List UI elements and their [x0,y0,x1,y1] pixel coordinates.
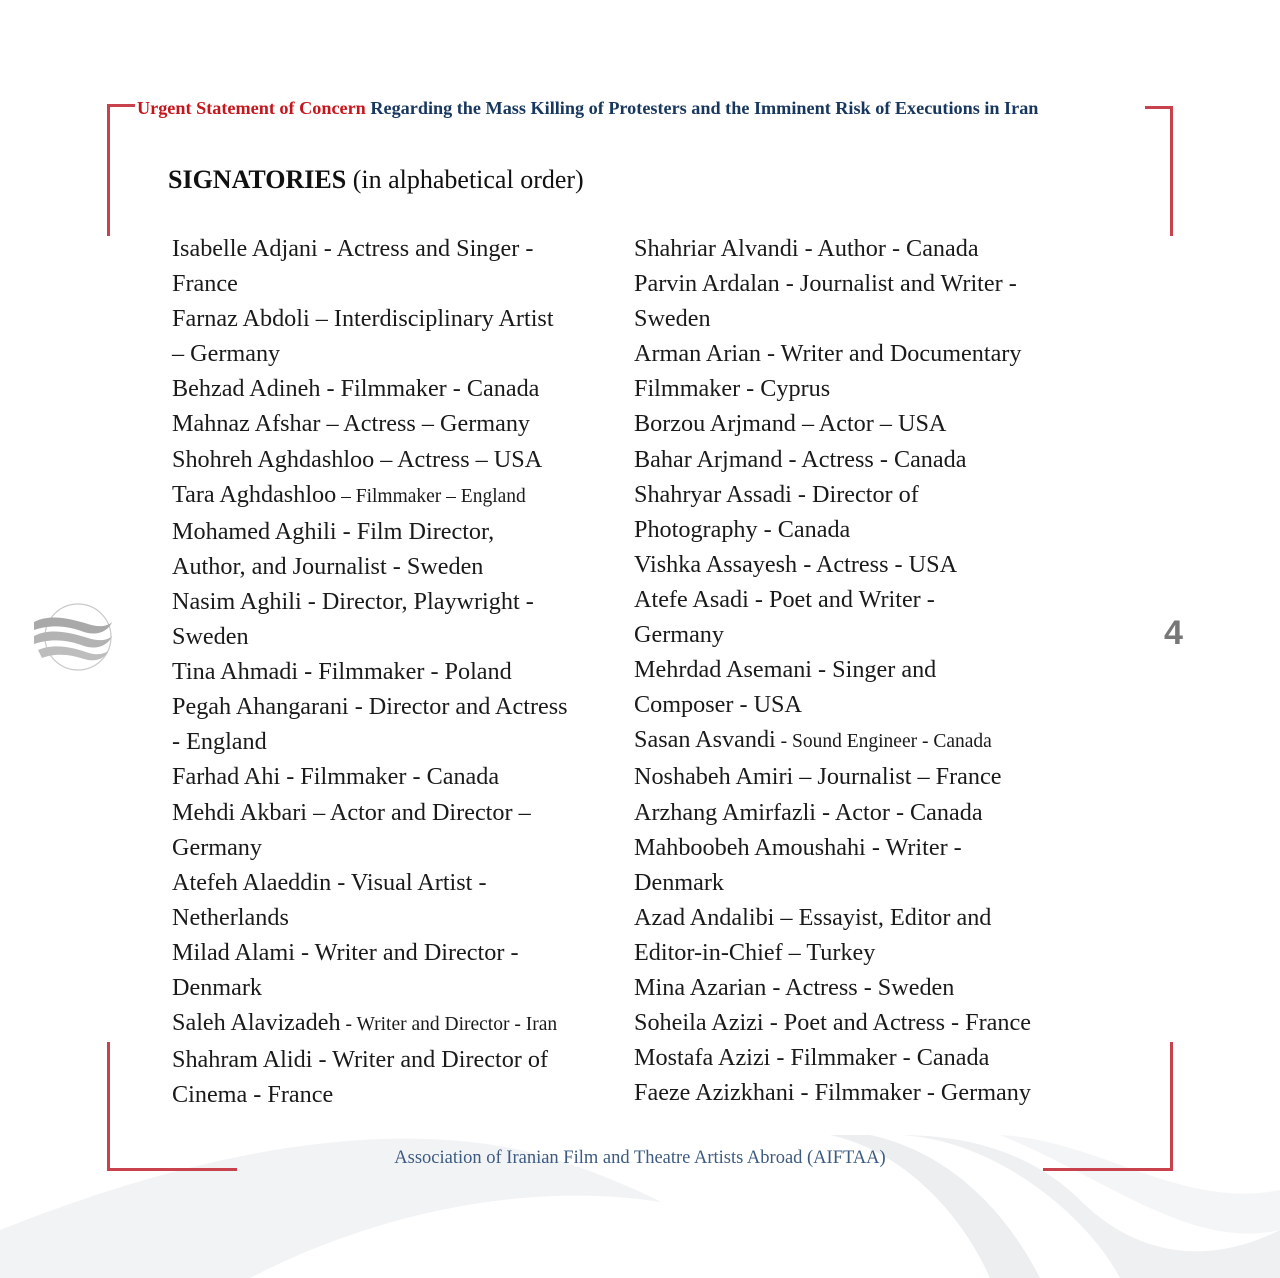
signatory-entry [634,406,1094,441]
signatory-line: Soheila Azizi - Poet and Actress - France [634,1009,1031,1037]
signatory-line: - England [172,728,267,756]
signatory-line: Arman Arian - Writer and Documentary [634,340,1022,368]
signatory-entry [634,1075,1094,1110]
signatory-line: Shahryar Assadi - Director of [634,480,919,508]
statement-title-red: Urgent Statement of Concern [137,98,366,118]
signatory-entry [634,477,1094,547]
signatory-entry [634,582,1094,652]
signatory-line: Noshabeh Amiri – Journalist – France [634,763,1002,791]
signatory-entry [172,935,622,1005]
signatory-line: Vishka Assayesh - Actress - USA [634,550,958,578]
signatory-entry [172,442,622,477]
signatory-line: Mehrdad Asemani - Singer and [634,656,937,684]
signatory-name: Sasan Asvandi [634,726,776,754]
signatory-entry [172,654,622,689]
signatory-line: Atefeh Alaeddin - Visual Artist - [172,868,487,896]
signatory-line: Composer - USA [634,691,802,719]
signatory-entry [172,514,622,584]
signatories-left-column [172,231,622,1112]
signatory-entry [634,1005,1094,1040]
signatory-entry [634,652,1094,722]
signatory-line: Shahriar Alvandi - Author - Canada [634,235,979,262]
signatory-line: Cinema - France [172,1081,334,1109]
signatory-entry [172,1005,622,1042]
signatories-heading-note: (in alphabetical order) [352,165,584,194]
signatory-line: Bahar Arjmand - Actress - Canada [634,445,967,473]
signatory-entry [172,477,622,514]
signatory-line: Mahboobeh Amoushahi - Writer - [634,833,962,861]
signatory-line: Milad Alami - Writer and Director - [172,938,519,966]
signatory-line: Shohreh Aghdashloo – Actress – USA [172,445,543,473]
signatory-entry [634,795,1094,830]
signatory-line: Nasim Aghili - Director, Playwright - [172,587,534,615]
signatory-line: Mostafa Azizi - Filmmaker - Canada [634,1044,990,1072]
signatory-line [172,1005,622,1042]
signatory-entry [634,266,1094,336]
signatories-heading [168,165,584,195]
statement-title-blue: Regarding the Mass Killing of Protesters and the Imminent Risk of Executions in Iran [370,98,1039,118]
signatory-line: Arzhang Amirfazli - Actor - Canada [634,798,983,826]
signatory-line: Atefe Asadi - Poet and Writer - [634,585,935,613]
footer-organization: Association of Iranian Film and Theatre Artists Abroad (AIFTAA) [394,1148,886,1168]
signatory-line: France [172,270,238,298]
signatories-right-column [634,231,1094,1110]
signatory-entry [634,1040,1094,1075]
frame-top-left-vertical [107,104,110,236]
signatory-entry [634,336,1094,406]
signatory-role: – Filmmaker – England [336,485,526,507]
signatory-entry [172,371,622,406]
signatory-line: Mina Azarian - Actress - Sweden [634,973,955,1001]
signatory-line: Filmmaker - Cyprus [634,375,831,403]
signatory-entry [634,722,1094,759]
signatory-entry [172,301,622,371]
signatory-line [634,722,1094,759]
signatory-line: – Germany [172,340,281,368]
signatory-line: Germany [172,833,262,861]
signatory-name: Saleh Alavizadeh [172,1009,341,1037]
signatory-line: Isabelle Adjani - Actress and Singer - [172,235,534,262]
frame-top-right-vertical [1170,106,1173,236]
signatory-line: Farnaz Abdoli – Interdisciplinary Artist [172,305,554,333]
signatory-entry [172,1042,622,1112]
signatory-line: Shahram Alidi - Writer and Director of [172,1046,549,1074]
signatory-line: Sweden [634,305,711,333]
signatories-heading-bold: SIGNATORIES [168,165,347,194]
signatory-line: Sweden [172,623,249,651]
signatory-entry [172,231,622,301]
signatory-entry [634,900,1094,970]
signatory-entry [634,970,1094,1005]
signatory-line: Photography - Canada [634,515,851,543]
signatory-line: Netherlands [172,903,289,931]
signatory-entry [634,759,1094,794]
signatory-line: Denmark [172,973,262,1001]
signatory-line: Germany [634,621,724,649]
signatory-entry [172,584,622,654]
signatory-entry [634,231,1094,266]
frame-top-left-horizontal [107,104,135,107]
signatory-line: Borzou Arjmand – Actor – USA [634,410,947,438]
signatory-entry [634,830,1094,900]
signatory-line: Mohamed Aghili - Film Director, [172,517,495,545]
signatory-line: Mehdi Akbari – Actor and Director – [172,798,531,826]
frame-top-right-horizontal [1145,106,1173,109]
signatory-entry [172,865,622,935]
signatory-line [172,477,622,514]
aiftaa-logo-icon [28,596,120,678]
signatory-name: Tara Aghdashloo [172,480,337,508]
signatory-entry [172,795,622,865]
signatory-line: Denmark [634,868,724,896]
signatory-entry [172,759,622,794]
signatory-role: - Sound Engineer - Canada [775,731,992,753]
signatory-line: Pegah Ahangarani - Director and Actress [172,693,568,721]
signatory-entry [172,689,622,759]
signatory-line: Editor-in-Chief – Turkey [634,938,876,966]
statement-title [135,96,1040,120]
signatory-line: Tina Ahmadi - Filmmaker - Poland [172,658,512,686]
signatory-line: Mahnaz Afshar – Actress – Germany [172,410,531,438]
signatory-entry [172,406,622,441]
signatory-entry [634,547,1094,582]
signatory-line: Faeze Azizkhani - Filmmaker - Germany [634,1079,1031,1107]
signatory-entry [634,442,1094,477]
signatory-role: - Writer and Director - Iran [340,1014,558,1036]
signatory-line: Azad Andalibi – Essayist, Editor and [634,903,992,931]
signatory-line: Author, and Journalist - Sweden [172,552,484,580]
page-number: 4 [1164,614,1183,652]
signatory-line: Parvin Ardalan - Journalist and Writer - [634,270,1017,298]
signatory-line: Behzad Adineh - Filmmaker - Canada [172,375,540,403]
signatory-line: Farhad Ahi - Filmmaker - Canada [172,763,500,791]
